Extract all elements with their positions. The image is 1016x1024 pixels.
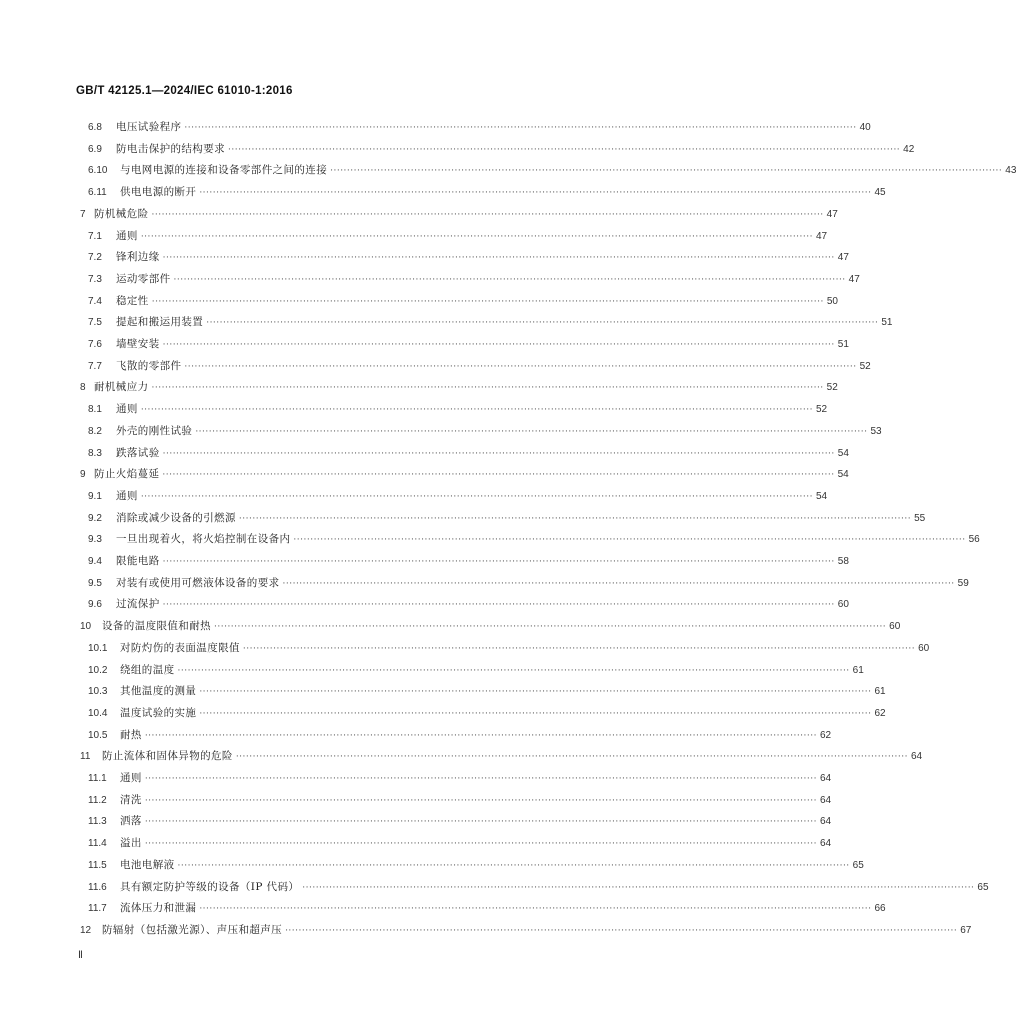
toc-entry-title: 对防灼伤的表面温度限值 <box>120 641 240 654</box>
toc-dot-leader: ········································································································································································································ <box>184 361 857 372</box>
toc-entry-title: 防止流体和固体异物的危险 <box>102 750 233 763</box>
toc-entry-number: 11.2 <box>88 794 107 806</box>
toc-entry-title: 稳定性 <box>116 294 149 307</box>
toc-dot-leader: ········································································································································································································ <box>195 426 868 437</box>
toc-entry[interactable] <box>80 922 972 938</box>
toc-dot-leader: ········································································································································································································ <box>206 318 879 329</box>
toc-entry-number: 7.4 <box>88 295 102 307</box>
toc-entry-page: 62 <box>874 707 886 719</box>
toc-entry-page: 47 <box>848 273 860 285</box>
toc-dot-leader: ········································································································································································································ <box>199 708 872 719</box>
toc-entry-number: 8 <box>80 382 86 394</box>
toc-entry[interactable] <box>88 401 828 417</box>
toc-entry-number: 11.3 <box>88 816 107 828</box>
toc-entry-title: 绕组的温度 <box>120 663 175 676</box>
toc-entry[interactable] <box>88 184 886 200</box>
toc-entry[interactable] <box>88 813 832 829</box>
toc-dot-leader: ········································································································································································································ <box>282 578 955 589</box>
toc-entry[interactable] <box>88 119 871 135</box>
toc-dot-leader: ········································································································································································································ <box>151 296 824 307</box>
toc-entry[interactable] <box>88 770 832 786</box>
toc-entry-title: 提起和搬运用装置 <box>116 316 204 329</box>
toc-entry-page: 51 <box>881 317 893 329</box>
toc-entry[interactable] <box>88 531 980 547</box>
toc-entry-title: 防止火焰蔓延 <box>94 468 160 481</box>
toc-entry-number: 9 <box>80 469 86 481</box>
toc-entry-title: 防电击保护的结构要求 <box>116 142 225 155</box>
toc-entry-title: 防机械危险 <box>94 207 149 220</box>
toc-entry[interactable] <box>88 640 930 656</box>
toc-entry[interactable] <box>80 206 838 222</box>
toc-dot-leader: ········································································································································································································ <box>238 513 912 524</box>
toc-dot-leader: ········································································································································································································ <box>199 188 872 199</box>
toc-entry-title: 与电网电源的连接和设备零部件之间的连接 <box>120 164 328 177</box>
toc-entry-title: 防辐射（包括激光源）、声压和超声压 <box>102 923 283 936</box>
toc-entry-page: 64 <box>910 751 923 763</box>
toc-entry-title: 温度试验的实施 <box>120 706 197 719</box>
toc-entry-number: 6.11 <box>88 187 107 199</box>
toc-entry-number: 9.4 <box>88 556 102 567</box>
toc-entry-number: 7.7 <box>88 360 102 372</box>
toc-dot-leader: ········································································································································································································ <box>140 405 813 416</box>
toc-entry[interactable] <box>88 228 828 244</box>
toc-entry-number: 7.3 <box>88 273 102 285</box>
toc-entry-number: 9.5 <box>88 577 102 589</box>
toc-entry-title: 其他温度的测量 <box>120 685 197 698</box>
toc-dot-leader: ········································································································································································································ <box>199 687 872 698</box>
toc-entry-page: 64 <box>819 816 832 828</box>
toc-dot-leader: ········································································································································································································ <box>144 839 817 850</box>
toc-dot-leader: ········································································································································································································ <box>162 448 835 459</box>
toc-entry-page: 60 <box>889 621 901 633</box>
toc-entry-number: 8.2 <box>88 425 102 437</box>
toc-entry-title: 电池电解液 <box>120 858 175 871</box>
toc-entry[interactable] <box>88 314 893 330</box>
toc-entry-number: 11.1 <box>88 773 107 784</box>
toc-dot-leader: ········································································································································································································ <box>293 535 966 546</box>
toc-entry-number: 11.5 <box>88 859 107 871</box>
toc-dot-leader: ········································································································································································································ <box>285 925 958 936</box>
toc-entry-number: 9.6 <box>88 599 102 611</box>
toc-dot-leader: ········································································································································································································ <box>162 600 835 611</box>
toc-entry-title: 通则 <box>116 403 138 416</box>
toc-entry-page: 47 <box>815 230 828 242</box>
toc-entry[interactable] <box>88 162 1016 178</box>
toc-entry-number: 6.9 <box>88 143 102 155</box>
toc-entry[interactable] <box>88 553 849 569</box>
toc-entry[interactable] <box>88 423 882 439</box>
toc-dot-leader: ········································································································································································································ <box>151 383 824 394</box>
toc-entry-page: 53 <box>870 425 882 437</box>
toc-dot-leader: ········································································································································································································ <box>184 123 857 133</box>
toc-entry[interactable] <box>88 271 860 287</box>
toc-entry-page: 52 <box>859 360 871 372</box>
toc-entry-number: 10.5 <box>88 729 108 741</box>
toc-entry-number: 11.7 <box>88 903 107 915</box>
toc-dot-leader: ········································································································································································································ <box>173 274 846 285</box>
toc-entry-number: 6.10 <box>88 165 108 177</box>
toc-entry-number: 10.3 <box>88 686 108 698</box>
toc-entry[interactable] <box>88 683 886 699</box>
toc-entry[interactable] <box>88 596 849 612</box>
toc-entry-title: 锋利边缘 <box>116 251 160 264</box>
toc-entry-page: 54 <box>815 490 828 502</box>
toc-entry[interactable] <box>88 835 832 851</box>
toc-entry-number: 10.4 <box>88 707 108 719</box>
toc-entry[interactable] <box>88 662 864 678</box>
toc-entry-title: 跌落试验 <box>116 446 160 459</box>
toc-dot-leader: ········································································································································································································ <box>151 209 824 220</box>
toc-entry-page: 52 <box>826 382 838 394</box>
toc-entry[interactable] <box>88 249 849 265</box>
toc-dot-leader: ········································································································································································································ <box>177 665 850 676</box>
toc-entry-page: 64 <box>819 838 832 850</box>
toc-entry[interactable] <box>88 705 886 721</box>
toc-entry-page: 52 <box>815 404 828 416</box>
toc-entry-title: 清洗 <box>120 793 142 806</box>
toc-dot-leader: ········································································································································································································ <box>144 774 817 784</box>
toc-dot-leader: ········································································································································································································ <box>302 882 975 893</box>
toc-dot-leader: ········································································································································································································ <box>330 166 1003 177</box>
toc-entry[interactable] <box>88 727 832 743</box>
toc-entry-page: 54 <box>837 469 849 481</box>
toc-entry-page: 60 <box>918 642 930 654</box>
toc-entry-page: 42 <box>903 143 915 155</box>
toc-entry-title: 流体压力和泄漏 <box>120 902 197 915</box>
toc-dot-leader: ········································································································································································································ <box>199 904 872 915</box>
toc-entry-page: 51 <box>837 339 849 350</box>
toc-entry-title: 溢出 <box>120 837 142 850</box>
toc-entry-number: 11.6 <box>88 881 107 893</box>
toc-dot-leader: ········································································································································································································ <box>144 817 817 828</box>
toc-entry[interactable] <box>80 618 901 634</box>
toc-entry-number: 9.3 <box>88 534 102 546</box>
toc-entry-page: 61 <box>852 664 864 676</box>
toc-dot-leader: ········································································································································································································ <box>144 730 817 741</box>
toc-dot-leader: ········································································································································································································ <box>242 643 916 654</box>
toc-entry-number: 11.4 <box>88 838 107 850</box>
toc-entry[interactable] <box>88 358 871 374</box>
toc-entry-number: 7.2 <box>88 252 102 264</box>
toc-entry-page: 58 <box>837 556 849 567</box>
toc-dot-leader: ········································································································································································································ <box>162 557 835 567</box>
toc-entry-page: 61 <box>874 686 886 698</box>
toc-entry-number: 8.1 <box>88 404 102 416</box>
toc-entry-page: 67 <box>960 924 972 936</box>
toc-entry-title: 消除或减少设备的引燃源 <box>116 511 236 524</box>
toc-entry-number: 7.6 <box>88 339 102 350</box>
toc-dot-leader: ········································································································································································································ <box>140 491 813 502</box>
toc-entry-number: 12 <box>80 924 92 936</box>
toc-entry-number: 7 <box>80 208 86 220</box>
toc-entry-title: 外壳的刚性试验 <box>116 424 193 437</box>
toc-entry-number: 10.1 <box>88 642 108 654</box>
toc-entry-title: 运动零部件 <box>116 272 171 285</box>
toc-entry-title: 一旦出现着火，将火焰控制在设备内 <box>116 533 291 546</box>
toc-dot-leader: ········································································································································································································ <box>144 795 817 806</box>
toc-entry[interactable] <box>88 293 838 309</box>
toc-entry-title: 限能电路 <box>116 555 160 567</box>
toc-entry[interactable] <box>88 575 969 591</box>
toc-entry-title: 洒落 <box>120 815 142 828</box>
toc-entry-title: 供电电源的断开 <box>120 186 197 199</box>
toc-entry-title: 过流保护 <box>116 598 160 611</box>
toc-dot-leader: ········································································································································································································ <box>214 622 887 633</box>
toc-dot-leader: ········································································································································································································ <box>140 231 813 242</box>
toc-entry[interactable] <box>88 141 915 157</box>
toc-entry-page: 55 <box>914 512 926 524</box>
toc-entry-title: 通则 <box>120 772 142 784</box>
toc-entry-page: 64 <box>819 773 832 784</box>
toc-entry-title: 墙壁安装 <box>116 338 160 350</box>
toc-entry[interactable] <box>88 857 864 873</box>
toc-entry-number: 6.8 <box>88 122 102 133</box>
toc-entry-page: 47 <box>837 252 849 264</box>
toc-entry-title: 电压试验程序 <box>116 121 182 133</box>
document-header: GB/T 42125.1—2024/IEC 61010-1:2016 <box>76 85 293 97</box>
toc-entry[interactable] <box>88 488 828 504</box>
toc-entry[interactable] <box>88 510 926 526</box>
toc-entry-number: 10 <box>80 621 92 633</box>
toc-dot-leader: ········································································································································································································ <box>235 752 908 763</box>
toc-entry-title: 耐机械应力 <box>94 381 149 394</box>
toc-entry[interactable] <box>80 748 923 764</box>
toc-entry-page: 66 <box>874 903 886 915</box>
toc-entry-number: 10.2 <box>88 664 108 676</box>
toc-entry-title: 设备的温度限值和耐热 <box>102 620 211 633</box>
toc-dot-leader: ········································································································································································································ <box>162 253 835 264</box>
toc-dot-leader: ········································································································································································································ <box>228 144 901 155</box>
toc-dot-leader: ········································································································································································································ <box>162 340 835 350</box>
toc-entry-number: 9.1 <box>88 490 102 502</box>
toc-entry[interactable] <box>88 445 849 461</box>
page-number-roman: Ⅱ <box>78 950 83 961</box>
toc-entry-title: 耐热 <box>120 728 142 741</box>
toc-entry-page: 45 <box>874 187 886 199</box>
toc-entry[interactable] <box>88 336 849 352</box>
toc-entry-page: 43 <box>1005 165 1016 177</box>
toc-entry-number: 7.1 <box>88 230 102 242</box>
toc-entry-page: 54 <box>837 447 849 459</box>
toc-entry-page: 65 <box>852 859 864 871</box>
toc-entry-number: 11 <box>80 751 91 763</box>
toc-entry-title: 具有额定防护等级的设备（IP 代码） <box>120 880 300 893</box>
toc-entry-number: 8.3 <box>88 447 102 459</box>
toc-dot-leader: ········································································································································································································ <box>162 470 835 481</box>
toc-entry[interactable] <box>88 792 832 808</box>
toc-entry-page: 64 <box>819 794 832 806</box>
toc-entry[interactable] <box>88 879 989 895</box>
toc-entry-page: 62 <box>819 729 832 741</box>
toc-entry-page: 56 <box>968 534 980 546</box>
toc-entry-title: 对装有或使用可燃液体设备的要求 <box>116 576 280 589</box>
toc-entry[interactable] <box>80 466 849 482</box>
toc-entry-page: 60 <box>837 599 849 611</box>
toc-dot-leader: ········································································································································································································ <box>177 860 850 871</box>
toc-entry-page: 50 <box>826 295 838 307</box>
toc-entry[interactable] <box>80 379 838 395</box>
toc-entry[interactable] <box>88 900 886 916</box>
toc-entry-page: 65 <box>977 881 989 893</box>
toc-entry-page: 40 <box>859 122 871 133</box>
toc-entry-number: 9.2 <box>88 512 102 524</box>
toc-entry-page: 59 <box>957 577 969 589</box>
toc-entry-number: 7.5 <box>88 317 102 329</box>
toc-entry-page: 47 <box>826 208 838 220</box>
toc-entry-title: 通则 <box>116 489 138 502</box>
toc-entry-title: 通则 <box>116 229 138 242</box>
toc-entry-title: 飞散的零部件 <box>116 359 182 372</box>
